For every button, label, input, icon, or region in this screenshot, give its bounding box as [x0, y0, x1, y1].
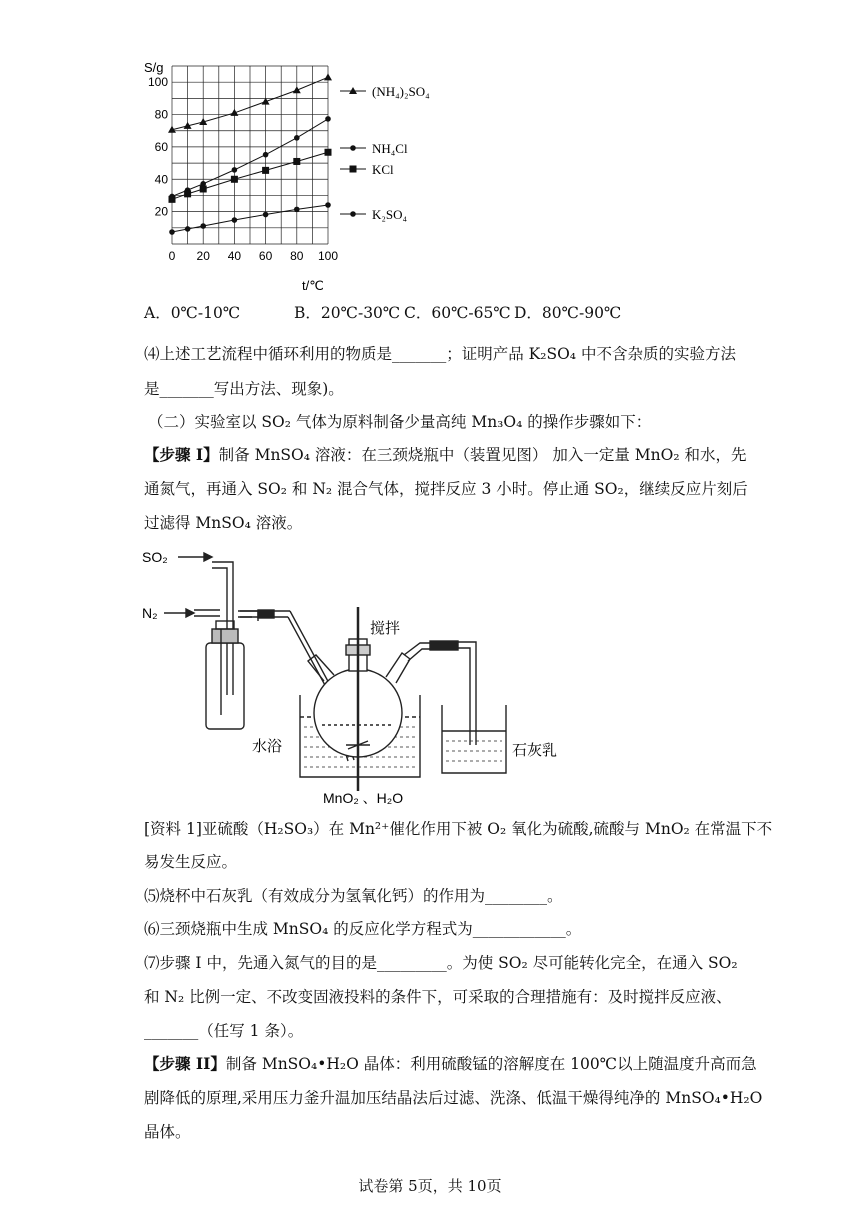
- x-tick-label: 60: [258, 249, 273, 263]
- data-point: [325, 116, 331, 122]
- legend-label: KCl: [372, 162, 394, 177]
- q5: ⑸烧杯中石灰乳（有效成分为氢氧化钙）的作用为________。: [144, 887, 563, 905]
- legend-label: (NH₄)₂SO₄: [372, 84, 430, 99]
- apparatus-diagram: [140, 545, 620, 810]
- data-point: [262, 167, 269, 174]
- step2-text: 制备 MnSO₄•H₂O 晶体：利用硫酸锰的溶解度在 100℃以上随温度升高而急: [225, 1055, 757, 1073]
- step2-line3: 晶体。: [144, 1123, 191, 1141]
- data-point: [232, 217, 238, 223]
- step1-text: 制备 MnSO₄ 溶液：在三颈烧瓶中（装置见图） 加入一定量 MnO₂ 和水，先: [218, 446, 747, 464]
- label-stir: 搅拌: [370, 620, 401, 637]
- data-point: [350, 166, 357, 173]
- step1-tag: 【步骤 I】: [144, 445, 219, 464]
- gas-wash-bottle: [206, 643, 244, 729]
- lime-milk-beaker: [442, 705, 506, 773]
- x-axis-label: t/℃: [302, 278, 324, 293]
- q7-line3: _______（任写 1 条）。: [144, 1022, 304, 1040]
- x-tick-label: 100: [317, 249, 339, 263]
- data-point: [263, 212, 269, 218]
- section-2-heading: （二）实验室以 SO₂ 气体为原料制备少量高纯 Mn₃O₄ 的操作步骤如下：: [148, 413, 652, 431]
- data-point: [231, 176, 238, 183]
- data-point: [350, 145, 356, 151]
- info1-line1: [资料 1]亚硫酸（H₂SO₃）在 Mn²⁺催化作用下被 O₂ 氧化为硫酸,硫酸与 MnO₂ 在常温下不: [144, 820, 773, 838]
- legend-label: K₂SO₄: [372, 207, 408, 222]
- q4-line2: 是_______写出方法、现象)。: [144, 380, 344, 398]
- option-a[interactable]: A．0℃-10℃: [144, 304, 241, 322]
- q7-line2: 和 N₂ 比例一定、不改变固液投料的条件下，可采取的合理措施有：及时搅拌反应液、: [144, 988, 732, 1006]
- label-water-bath: 水浴: [252, 738, 283, 755]
- data-point: [185, 226, 191, 232]
- data-point: [169, 229, 175, 235]
- q6: ⑹三颈烧瓶中生成 MnSO₄ 的反应化学方程式为____________。: [144, 920, 582, 938]
- x-tick-label: 20: [196, 249, 210, 263]
- data-point: [232, 167, 238, 173]
- label-mno2-h2o: MnO₂ 、H₂O: [323, 790, 404, 806]
- y-tick-label: 80: [154, 107, 168, 122]
- y-axis-label: S/g: [144, 60, 164, 75]
- data-point: [325, 149, 332, 156]
- legend-label: NH₄Cl: [372, 141, 408, 156]
- y-tick-label: 60: [154, 139, 168, 154]
- label-lime-milk: 石灰乳: [512, 742, 558, 759]
- step1-line3: 过滤得 MnSO₄ 溶液。: [144, 514, 303, 532]
- option-c[interactable]: C．60℃-65℃: [404, 304, 511, 322]
- y-tick-label: 20: [154, 204, 168, 219]
- data-point: [294, 135, 300, 141]
- label-n2: N₂: [142, 605, 158, 621]
- data-point: [324, 73, 332, 80]
- q4-line1: ⑷上述工艺流程中循环利用的物质是_______；证明产品 K₂SO₄ 中不含杂质的实验方法: [144, 345, 736, 363]
- data-point: [263, 152, 269, 158]
- data-point: [169, 196, 176, 203]
- solubility-chart: [130, 58, 470, 298]
- chart-ticks: [148, 75, 338, 263]
- data-point: [200, 223, 206, 229]
- y-tick-label: 100: [147, 75, 168, 90]
- data-point: [350, 211, 356, 217]
- answer-options: [144, 301, 621, 325]
- data-point: [200, 185, 207, 192]
- q7-line1: ⑺步骤 I 中，先通入氮气的目的是_________。为使 SO₂ 尽可能转化完全，在通入 SO₂: [144, 954, 738, 972]
- chart-legend: [340, 84, 430, 222]
- step1-line2: 通氮气，再通入 SO₂ 和 N₂ 混合气体，搅拌反应 3 小时。停止通 SO₂，继续反应片刻后: [144, 480, 748, 498]
- step2-tag: 【步骤 II】: [144, 1054, 226, 1073]
- step2-line1: [144, 1052, 757, 1076]
- data-point: [294, 207, 300, 213]
- x-tick-label: 40: [227, 249, 242, 263]
- data-point: [184, 190, 191, 197]
- step1-line1: [144, 443, 746, 467]
- page-footer: 试卷第 5页，共 10页: [358, 1177, 502, 1195]
- step2-line2: 剧降低的原理,采用压力釜升温加压结晶法后过滤、洗涤、低温干燥得纯净的 MnSO₄•H₂O: [144, 1089, 763, 1107]
- y-tick-label: 40: [154, 172, 168, 187]
- x-tick-label: 80: [290, 249, 304, 263]
- option-b[interactable]: B．20℃-30℃: [294, 304, 401, 322]
- data-point: [293, 86, 301, 93]
- data-point: [293, 158, 300, 165]
- info1-line2: 易发生反应。: [144, 853, 238, 871]
- x-tick-label: 0: [168, 249, 176, 263]
- data-point: [325, 202, 331, 208]
- option-d[interactable]: D．80℃-90℃: [514, 304, 622, 322]
- label-so2: SO₂: [142, 549, 168, 565]
